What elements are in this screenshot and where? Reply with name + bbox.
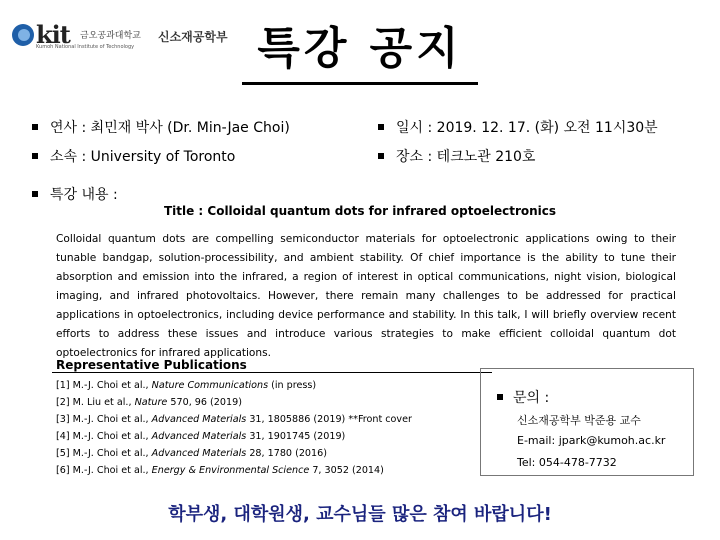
contact-email[interactable]: E-mail: jpark@kumoh.ac.kr (517, 434, 666, 447)
talk-title: Title : Colloidal quantum dots for infrared optoelectronics (163, 204, 557, 218)
logo-wordmark: kit (36, 20, 70, 49)
footer-message: 학부생, 대학원생, 교수님들 많은 참여 바랍니다! (168, 504, 552, 525)
place-text: 장소 : 테크노관 210호 (396, 149, 536, 165)
publication-item: [6] M.-J. Choi et al., Energy & Environmental Science 7, 3052 (2014) (56, 465, 384, 476)
university-logo (12, 22, 144, 52)
bullet-square-icon (378, 153, 384, 159)
content-row (32, 184, 118, 204)
affiliation-text: 소속 : University of Toronto (50, 149, 236, 165)
contact-person: 신소재공학부 박준용 교수 (517, 414, 641, 427)
bullet-square-icon (32, 124, 38, 130)
speaker-text: 연사 : 최민재 박사 (Dr. Min-Jae Choi) (50, 120, 290, 136)
publications-divider (52, 372, 492, 374)
logo-emblem-icon (12, 24, 34, 46)
speaker-row (32, 117, 290, 137)
contact-heading: 문의 : (497, 387, 549, 407)
logo-english-name: Kumoh National Institute of Technology (36, 44, 135, 50)
bullet-square-icon (32, 191, 38, 197)
talk-abstract: Colloidal quantum dots are compelling semiconductor materials for optoelectronic applications owing to their tunable bandgap, solution-processibility, and ambient stability. Of chief importance is the ability to tune their absorption and emission into the infrared, a region of interest in optical communications, night vision, biological imaging, and infrared photovoltaics. However, there remain many challenges to be addressed for practical applications in optoelectronics, including device performance and stability. In this talk, I will briefly overview recent efforts to address these issues and introduce various strategies to make efficient colloidal quantum dot optoelectronics for infrared applications. (56, 233, 676, 359)
publications-heading: Representative Publications (56, 358, 247, 372)
bullet-square-icon (497, 394, 503, 400)
date-text: 일시 : 2019. 12. 17. (화) 오전 11시30분 (396, 120, 658, 136)
place-row (378, 146, 535, 166)
publication-item: [5] M.-J. Choi et al., Advanced Materials 28, 1780 (2016) (56, 448, 327, 459)
title-underline (242, 82, 478, 85)
publication-item: [3] M.-J. Choi et al., Advanced Materials 31, 1805886 (2019) **Front cover (56, 414, 412, 425)
publication-item: [4] M.-J. Choi et al., Advanced Materials 31, 1901745 (2019) (56, 431, 346, 442)
content-label: 특강 내용 : (50, 187, 118, 203)
department-name: 신소재공학부 (158, 30, 228, 44)
logo-korean-name: 금오공과대학교 (80, 31, 141, 41)
contact-phone: Tel: 054-478-7732 (517, 456, 617, 469)
publication-item: [2] M. Liu et al., Nature 570, 96 (2019) (56, 397, 242, 408)
page-title: 특강 공지 (257, 23, 463, 74)
bullet-square-icon (378, 124, 384, 130)
date-row (378, 117, 658, 137)
bullet-square-icon (32, 153, 38, 159)
publication-item: [1] M.-J. Choi et al., Nature Communications (in press) (56, 380, 317, 391)
affiliation-row (32, 146, 235, 166)
